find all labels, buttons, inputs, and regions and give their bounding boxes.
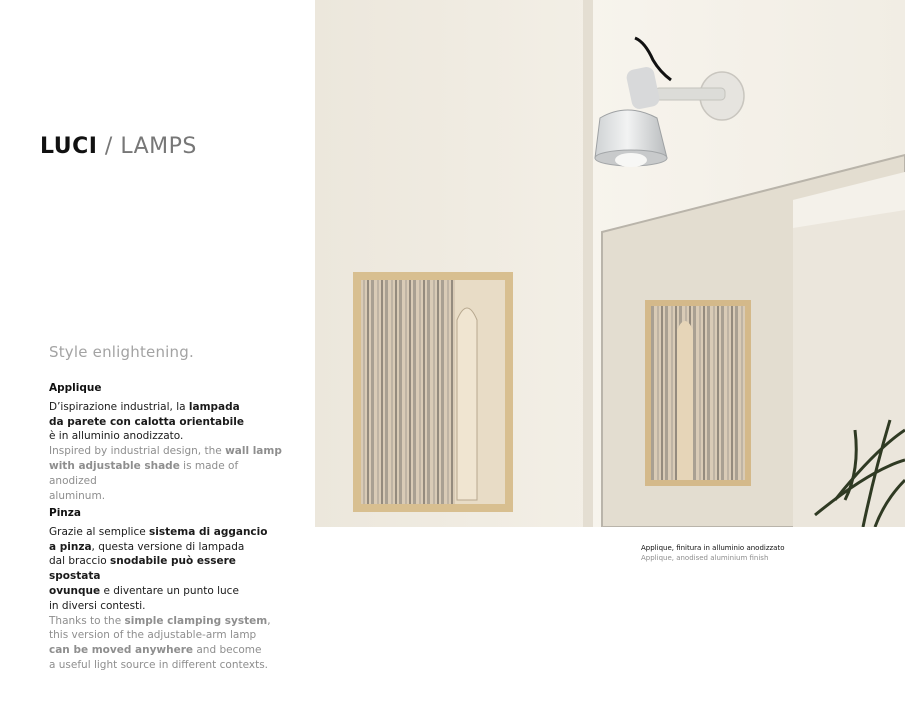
text-run-bold: da parete con calotta orientabile — [49, 415, 244, 428]
text-run: Inspired by industrial design, the — [49, 445, 226, 458]
tagline: Style enlightening. — [49, 343, 194, 361]
text-run: Thanks to the — [49, 614, 125, 627]
text-run-bold: sistema di aggancio — [149, 525, 268, 538]
artwork-arch — [457, 308, 477, 500]
text-run-bold: snodabile può essere spostata — [49, 555, 236, 583]
reflected-artwork — [651, 306, 745, 480]
text-run: is made of anodized — [49, 459, 239, 487]
pinza-heading: Pinza — [49, 507, 81, 519]
applique-heading: Applique — [49, 382, 102, 394]
title-english: LAMPS — [120, 134, 197, 159]
text-run: e diventare un punto luce — [100, 584, 239, 597]
wall-corner — [583, 0, 593, 527]
pinza-italian-text — [49, 525, 289, 614]
caption-italian: Applique, finitura in alluminio anodizzato — [641, 544, 785, 552]
text-run-bold: lampada — [188, 400, 240, 413]
text-run: Grazie al semplice — [49, 525, 150, 538]
text-run: , — [267, 614, 271, 627]
reflected-arch — [677, 321, 693, 480]
text-run-bold: wall lamp — [225, 445, 282, 458]
applique-english-text — [49, 444, 289, 503]
text-run: è in alluminio anodizzato. — [49, 430, 184, 443]
title-italian: LUCI — [40, 134, 98, 159]
pinza-english-text — [49, 614, 289, 673]
page-title — [40, 134, 197, 159]
text-run: and become — [193, 644, 262, 657]
text-run: in diversi contesti. — [49, 599, 146, 612]
applique-italian-text — [49, 400, 289, 444]
text-run-bold: with adjustable shade — [49, 459, 180, 472]
text-run: , questa versione di lampada — [91, 540, 245, 553]
text-run: this version of the adjustable-arm lamp — [49, 629, 257, 642]
room-photo-illustration — [315, 0, 905, 527]
text-run-bold: can be moved anywhere — [49, 644, 194, 657]
caption-english: Applique, anodised aluminium finish — [641, 554, 769, 562]
text-run-bold: simple clamping system — [124, 614, 268, 627]
photo-caption — [641, 543, 785, 563]
text-run: aluminum. — [49, 489, 106, 502]
text-run: a useful light source in different contexts. — [49, 658, 269, 671]
text-run-bold: a pinza — [49, 540, 92, 553]
text-run-bold: ovunque — [49, 584, 101, 597]
text-run: dal braccio — [49, 555, 110, 568]
title-separator: / — [97, 134, 121, 159]
applique-section — [49, 381, 289, 503]
text-run: D’ispirazione industrial, la — [49, 400, 189, 413]
room-photo — [315, 0, 905, 527]
pinza-section — [49, 506, 289, 673]
